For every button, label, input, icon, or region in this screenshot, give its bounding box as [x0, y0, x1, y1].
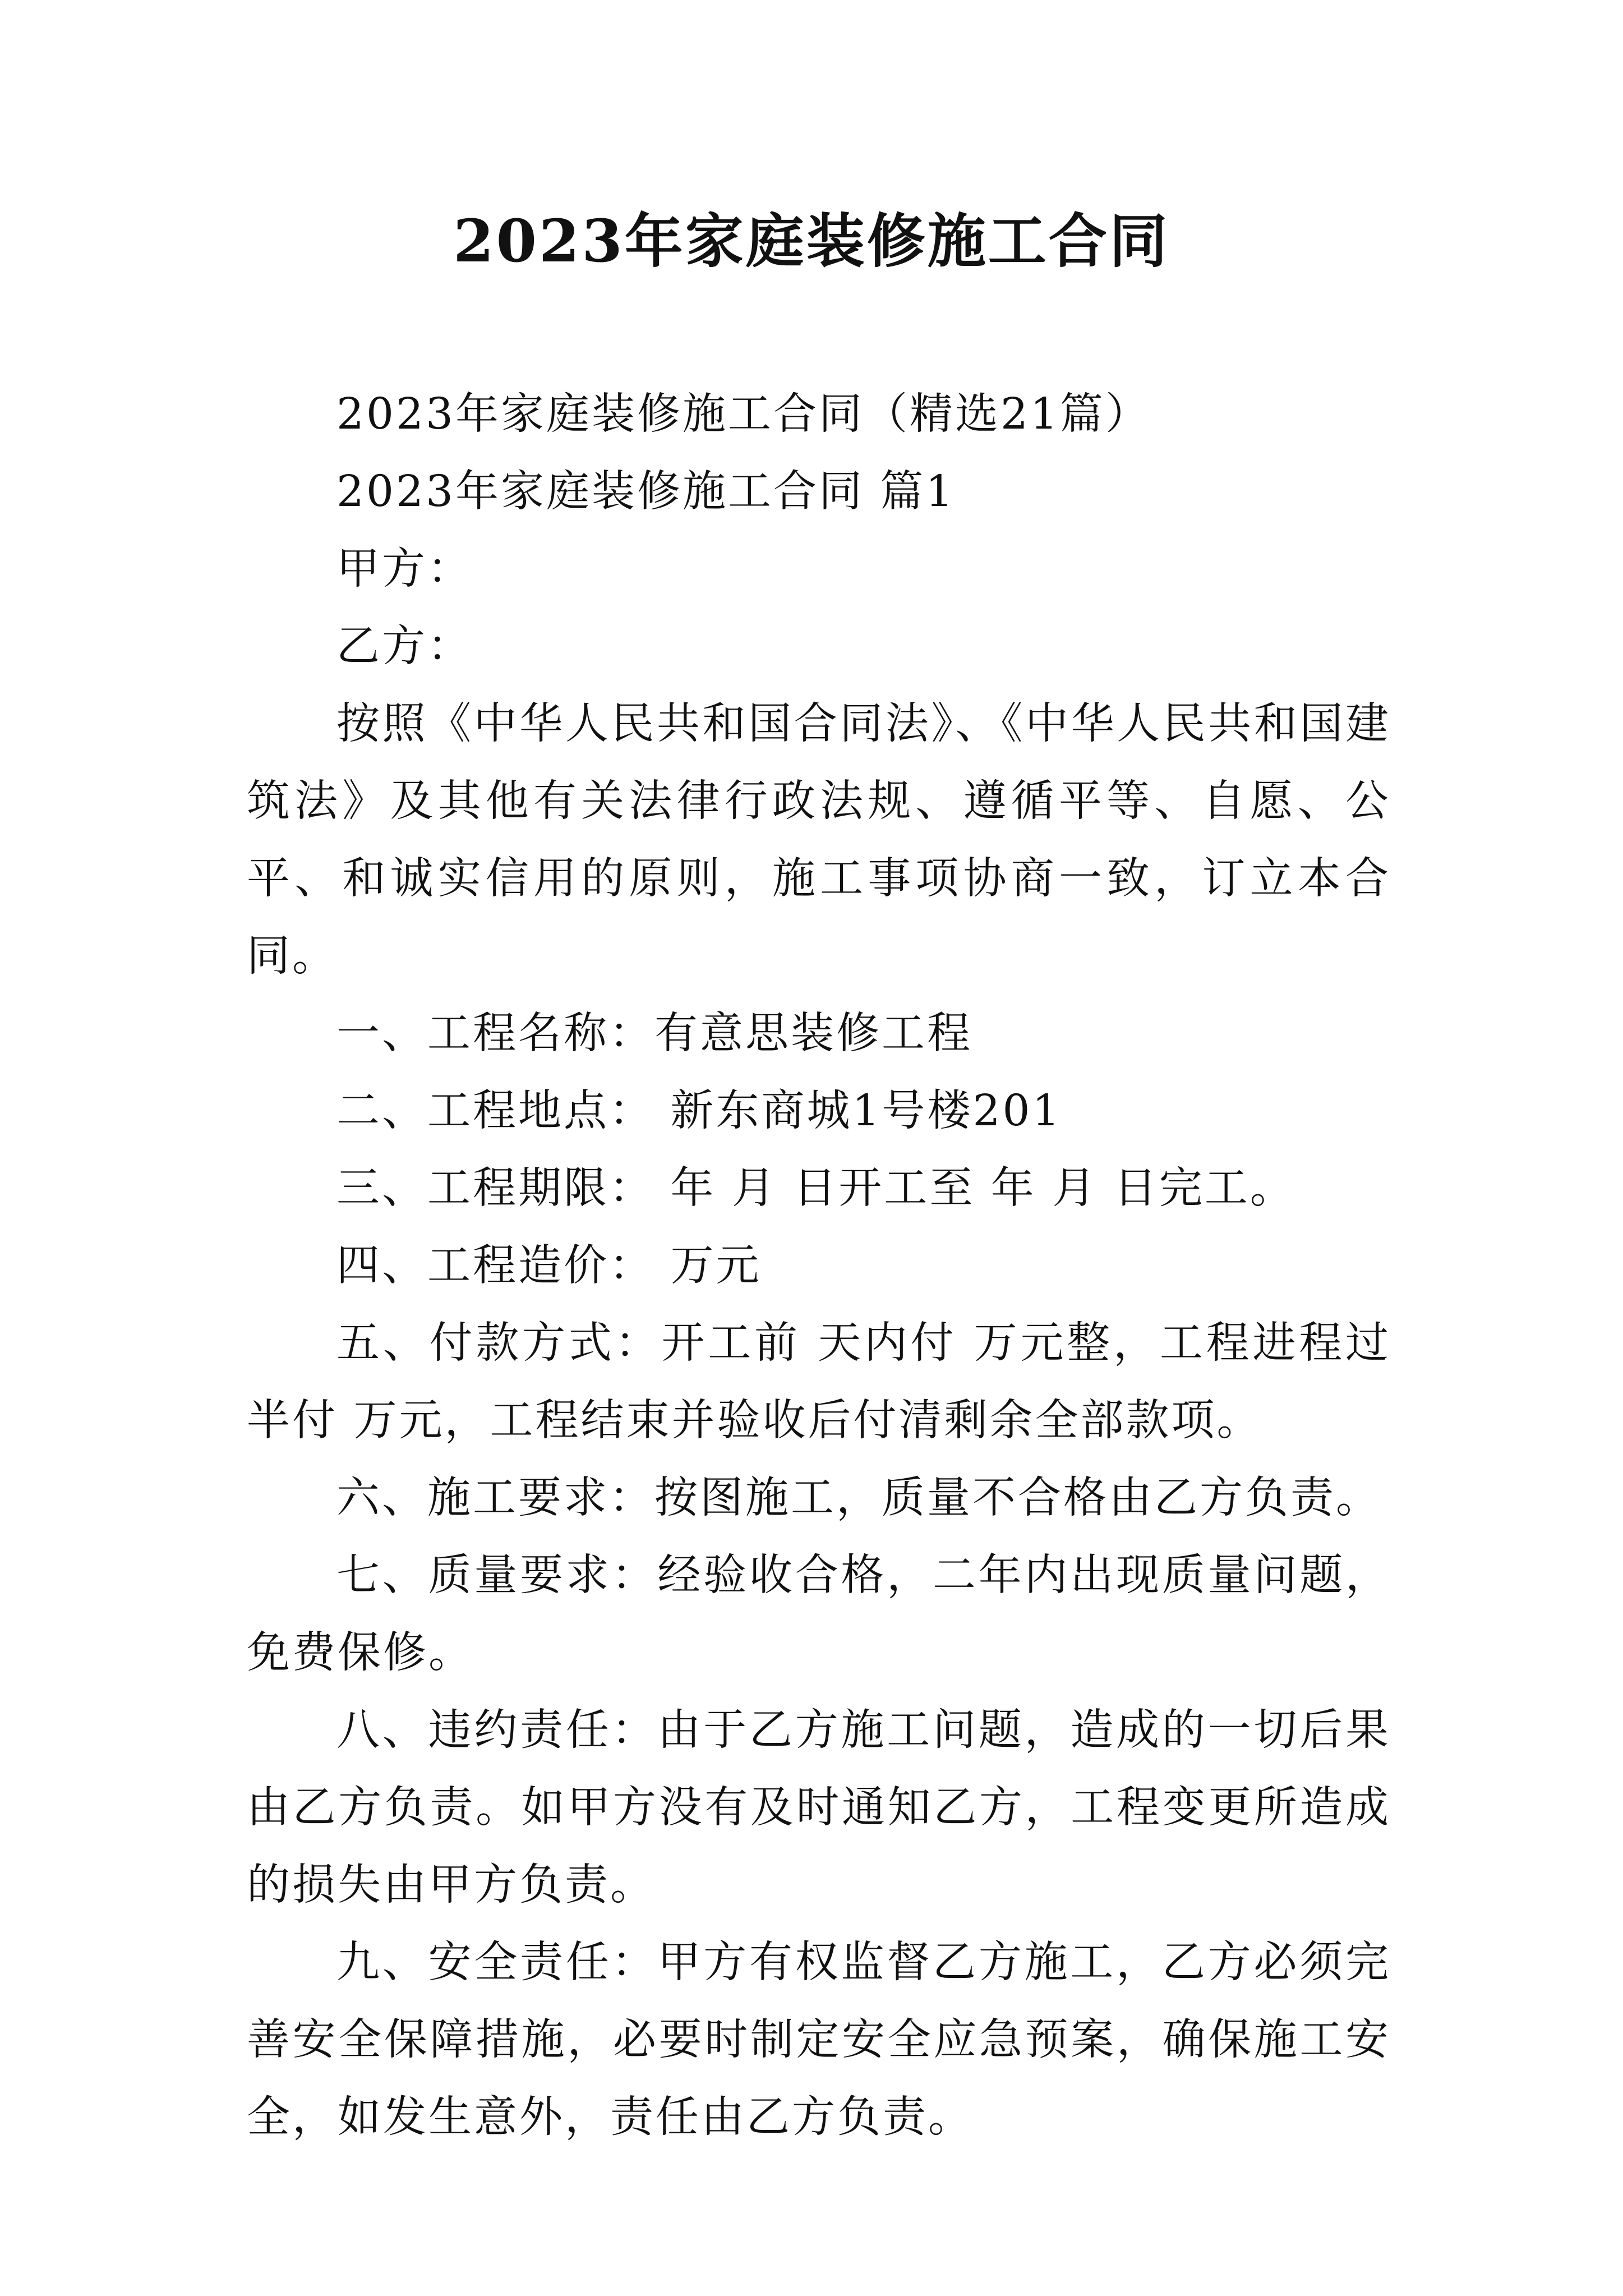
paragraph-clause-8: 八、违约责任：由于乙方施工问题，造成的一切后果由乙方负责。如甲方没有及时通知乙方，工程变更所造成的损失由甲方负责。 — [247, 1705, 1391, 1910]
document-title: 2023年家庭装修施工合同 — [453, 206, 1170, 275]
paragraph-clause-6: 六、施工要求：按图施工，质量不合格由乙方负责。 — [336, 1473, 1381, 1523]
paragraph-party-a: 甲方： — [336, 544, 473, 594]
paragraph-clause-2: 二、工程地点： 新东商城1号楼201 — [336, 1086, 1062, 1136]
paragraph-preamble: 按照《中华人民共和国合同法》、《中华人民共和国建筑法》及其他有关法律行政法规、遵循平等、自愿、公平、和诚实信用的原则，施工事项协商一致，订立本合同。 — [247, 699, 1391, 981]
paragraph-subtitle: 2023年家庭装修施工合同（精选21篇） — [336, 389, 1151, 439]
paragraph-clause-9: 九、安全责任：甲方有权监督乙方施工，乙方必须完善安全保障措施，必要时制定安全应急预案，确保施工安全，如发生意外，责任由乙方负责。 — [247, 1938, 1391, 2142]
paragraph-clause-5: 五、付款方式：开工前 天内付 万元整，工程进程过半付 万元，工程结束并验收后付清剩余全部款项。 — [247, 1318, 1391, 1446]
paragraph-clause-7: 七、质量要求：经验收合格，二年内出现质量问题，免费保修。 — [247, 1550, 1391, 1678]
paragraph-party-b: 乙方： — [336, 622, 473, 671]
paragraph-section-heading: 2023年家庭装修施工合同 篇1 — [336, 467, 956, 517]
paragraph-clause-1: 一、工程名称：有意思装修工程 — [336, 1009, 972, 1059]
paragraph-clause-4: 四、工程造价： 万元 — [336, 1241, 762, 1291]
paragraph-clause-3: 三、工程期限： 年 月 日开工至 年 月 日完工。 — [336, 1163, 1295, 1213]
document-body — [247, 376, 1391, 2156]
